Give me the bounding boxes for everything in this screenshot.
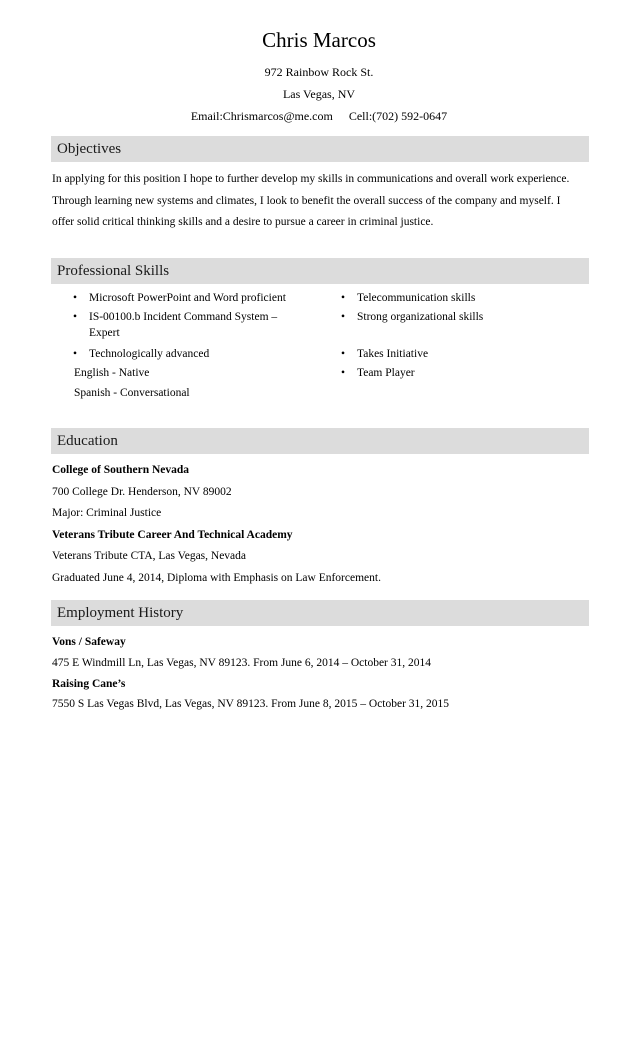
contact-line — [0, 108, 638, 124]
education-section-header — [51, 428, 589, 454]
employer-detail: 7550 S Las Vegas Blvd, Las Vegas, NV 89123. From June 8, 2015 – October 31, 2015 — [52, 698, 450, 710]
major: Major: Criminal Justice — [52, 507, 162, 519]
employer-name: Raising Cane’s — [52, 678, 126, 690]
employer-name: Vons / Safeway — [52, 636, 126, 648]
email: Email:Chrismarcos@me.com — [190, 109, 333, 123]
applicant-name: Chris Marcos — [262, 28, 376, 52]
objectives-heading: Objectives — [57, 141, 122, 157]
skill-item: • Takes Initiative — [341, 346, 587, 362]
skill-item: • Telecommunication skills — [341, 290, 587, 306]
cell-phone: Cell:(702) 592-0647 — [348, 109, 448, 123]
skill-item: • Team Player — [341, 365, 587, 381]
skill-item: • Strong organizational skills — [341, 309, 587, 325]
school-address: 700 College Dr. Henderson, NV 89002 — [52, 486, 232, 498]
employment-heading: Employment History — [57, 605, 184, 621]
skills-heading: Professional Skills — [57, 263, 170, 279]
objectives-text: In applying for this position I hope to further develop my skills in communications and overall work experience. Through learning new systems and climates, I look to benefit the overall success of the company and myself. I offer solid critical thinking skills and a desire to pursue a career in criminal justice. — [52, 173, 570, 229]
employment-section-header — [51, 600, 589, 626]
graduation-info: Graduated June 4, 2014, Diploma with Emphasis on Law Enforcement. — [52, 572, 381, 584]
city-state: Las Vegas, NV — [282, 87, 356, 101]
skill-item: • IS-00100.b Incident Command System – Expert — [73, 309, 304, 341]
language-item: Spanish - Conversational — [74, 387, 190, 399]
skill-item: • Microsoft PowerPoint and Word proficient — [73, 290, 319, 306]
objectives-section-header — [51, 136, 589, 162]
education-heading: Education — [57, 433, 118, 449]
school-address: Veterans Tribute CTA, Las Vegas, Nevada — [52, 550, 247, 562]
street-address: 972 Rainbow Rock St. — [264, 65, 374, 79]
skills-section-header — [51, 258, 589, 284]
school-name: Veterans Tribute Career And Technical Academy — [52, 529, 293, 541]
skill-item: • Technologically advanced — [73, 346, 319, 362]
language-item: English - Native — [74, 367, 150, 379]
school-name: College of Southern Nevada — [52, 464, 190, 476]
employer-detail: 475 E Windmill Ln, Las Vegas, NV 89123. From June 6, 2014 – October 31, 2014 — [52, 657, 432, 669]
